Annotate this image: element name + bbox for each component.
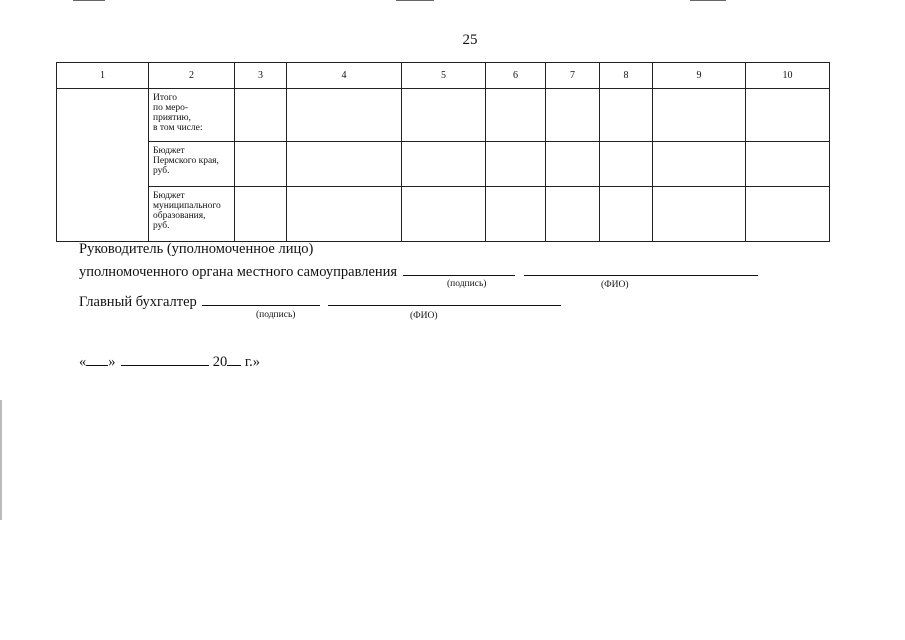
table-row: [57, 89, 830, 142]
column-header: 5: [402, 63, 486, 89]
table-row: [57, 187, 830, 242]
top-border-right: [690, 0, 726, 1]
table-cell: [287, 142, 402, 187]
table-cell: [546, 89, 600, 142]
table-cell: [746, 89, 830, 142]
accountant-name-caption: (ФИО): [410, 311, 438, 321]
table-cell: [235, 89, 287, 142]
date-day-blank: [86, 351, 108, 366]
table-cell: [402, 142, 486, 187]
head-signature-blank: [403, 261, 515, 276]
table-cell: [600, 187, 653, 242]
scan-edge-mark: [0, 400, 2, 520]
table-cell: [486, 89, 546, 142]
accountant-signature-caption: (подпись): [256, 310, 296, 320]
row-label-municipal-budget: Бюджет муниципального образования, руб.: [149, 187, 235, 242]
column-header: 8: [600, 63, 653, 89]
table-header-row: [57, 63, 830, 89]
top-border-middle: [396, 0, 434, 1]
date-open-quote: «: [79, 354, 87, 370]
column-header: 1: [57, 63, 149, 89]
column-header: 4: [287, 63, 402, 89]
table-cell: [287, 187, 402, 242]
merged-cell: [57, 89, 149, 242]
row-label-regional-budget: Бюджет Пермского края, руб.: [149, 142, 235, 187]
date-year-suffix: г.»: [244, 354, 261, 370]
accountant-signature-blank: [202, 291, 320, 306]
table-cell: [546, 187, 600, 242]
head-title-line2: [79, 261, 758, 281]
table-cell: [546, 142, 600, 187]
table-cell: [746, 142, 830, 187]
head-name-caption: (ФИО): [601, 280, 629, 290]
table-cell: [653, 89, 746, 142]
table-row: [57, 142, 830, 187]
table-cell: [402, 89, 486, 142]
table-cell: [600, 89, 653, 142]
head-signature-caption: (подпись): [447, 279, 487, 289]
column-header: 7: [546, 63, 600, 89]
head-title-line1: Руководитель (уполномоченное лицо): [79, 241, 314, 257]
column-header: 2: [149, 63, 235, 89]
table-cell: [600, 142, 653, 187]
date-month-blank: [121, 351, 209, 366]
table-cell: [486, 142, 546, 187]
date-close-quote: »: [108, 354, 116, 370]
column-header: 6: [486, 63, 546, 89]
accountant-label: Главный бухгалтер: [79, 294, 197, 310]
column-header: 10: [746, 63, 830, 89]
table-cell: [235, 142, 287, 187]
date-line: [79, 351, 260, 371]
table-cell: [653, 142, 746, 187]
table-cell: [287, 89, 402, 142]
table-cell: [746, 187, 830, 242]
column-header: 9: [653, 63, 746, 89]
head-title-text: уполномоченного органа местного самоуправления: [79, 264, 398, 280]
table-cell: [653, 187, 746, 242]
top-border-left: [73, 0, 105, 1]
column-header: 3: [235, 63, 287, 89]
row-label-total: Итого по меро- приятию, в том числе:: [149, 89, 235, 142]
accountant-line: [79, 291, 561, 311]
date-year-blank: [227, 351, 241, 366]
date-year-prefix: 20: [212, 354, 228, 370]
table-cell: [486, 187, 546, 242]
table-cell: [235, 187, 287, 242]
table-cell: [402, 187, 486, 242]
page-number: 25: [462, 32, 478, 48]
budget-table: [56, 62, 830, 242]
head-name-blank: [524, 261, 758, 276]
accountant-name-blank: [328, 291, 561, 306]
